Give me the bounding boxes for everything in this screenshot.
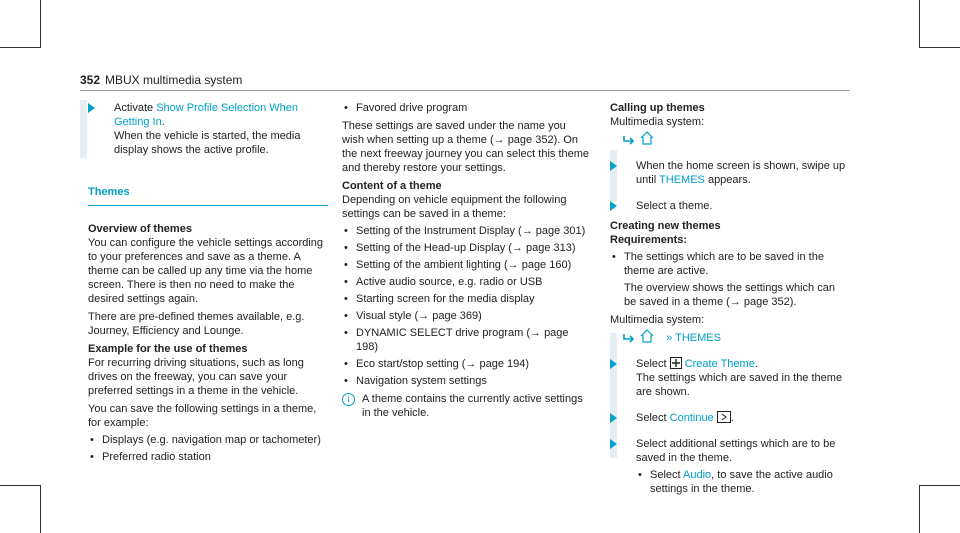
info-icon: i xyxy=(342,393,355,406)
themes-link[interactable]: THEMES xyxy=(659,174,705,186)
list-item: • The settings which are to be saved in the theme are active. xyxy=(610,250,850,278)
step-select-theme xyxy=(610,199,850,213)
step-arrow-icon xyxy=(610,201,617,211)
step-additional xyxy=(610,437,850,496)
column-3 xyxy=(610,101,850,499)
crop-mark xyxy=(40,0,41,48)
step-text: . xyxy=(161,116,165,128)
saved-paragraph: These settings are saved under the name you wish when setting up a theme (→ page 352). On the next freeway journey you can select this theme and thereby restore your settings. xyxy=(342,120,590,174)
content-paragraph: Depending on vehicle equipment the following settings can be saved in a theme: xyxy=(342,194,567,220)
list-item: • Navigation system settings xyxy=(342,374,590,388)
step-arrow-icon xyxy=(610,413,617,423)
themes-nav-link[interactable]: THEMES xyxy=(675,332,721,344)
step-continue xyxy=(610,411,850,425)
nav-arrow-icon xyxy=(622,135,636,145)
list-item: • Visual style (→ page 369) xyxy=(342,309,590,323)
note xyxy=(342,392,590,420)
crop-mark xyxy=(0,47,41,48)
step-text: Select xyxy=(636,412,670,424)
step-bar xyxy=(80,100,87,158)
crop-mark xyxy=(0,485,41,486)
example-heading: Example for the use of themes xyxy=(88,343,248,355)
step-text: Select xyxy=(636,358,670,370)
crop-mark xyxy=(40,485,41,533)
multimedia-label-2: Multimedia system: xyxy=(610,314,705,326)
overview-heading: Overview of themes xyxy=(88,223,192,235)
crop-mark xyxy=(919,485,920,533)
step-text: , to save the active audio settings in the theme. xyxy=(650,469,833,495)
column-1 xyxy=(88,101,328,467)
list-item: • Starting screen for the media display xyxy=(342,292,590,306)
requirements-heading: Requirements: xyxy=(610,234,688,246)
list-item: • Eco start/stop setting (→ page 194) xyxy=(342,357,590,371)
multimedia-label: Multimedia system: xyxy=(610,116,705,128)
step-arrow-icon xyxy=(610,161,617,171)
audio-link[interactable]: Audio xyxy=(683,469,712,481)
double-chevron-icon: » xyxy=(666,332,673,344)
chevron-right-icon xyxy=(717,411,731,423)
list-item: • Preferred radio station xyxy=(88,450,328,464)
list-item xyxy=(636,468,850,496)
crop-mark xyxy=(919,47,960,48)
calling-heading: Calling up themes xyxy=(610,102,705,114)
creating-heading: Creating new themes xyxy=(610,220,721,232)
step-activate xyxy=(88,101,328,157)
header-rule xyxy=(80,90,850,91)
section-title: Themes xyxy=(88,186,130,198)
nav-path xyxy=(610,131,850,147)
step-text: Select additional settings which are to be saved in the theme. xyxy=(636,438,836,464)
step-arrow-icon xyxy=(88,103,95,113)
step-text: When the home screen is shown, swipe up until xyxy=(636,160,846,186)
plus-icon xyxy=(670,357,682,369)
list-item: • Active audio source, e.g. radio or USB xyxy=(342,275,590,289)
step-create xyxy=(610,357,850,399)
step-arrow-icon xyxy=(610,439,617,449)
step-text: Select xyxy=(650,469,684,481)
show-profile-link[interactable]: Show Profile Selection When Getting In xyxy=(114,102,299,128)
content-heading: Content of a theme xyxy=(342,180,442,192)
step-text: appears. xyxy=(704,174,751,186)
step-swipe xyxy=(610,159,850,187)
list-item: • Favored drive program xyxy=(342,101,590,115)
page-title: MBUX multimedia system xyxy=(105,73,243,87)
note-text: A theme contains the currently active settings in the vehicle. xyxy=(362,393,583,419)
crop-mark xyxy=(919,485,960,486)
step-description: When the vehicle is started, the media display shows the active profile. xyxy=(114,130,301,156)
crop-mark xyxy=(919,0,920,48)
home-icon[interactable] xyxy=(639,329,655,343)
list-item: • Setting of the ambient lighting (→ page 160) xyxy=(342,258,590,272)
step-arrow-icon xyxy=(610,359,617,369)
list-item: • Setting of the Instrument Display (→ page 301) xyxy=(342,224,590,238)
page-number: 352 xyxy=(80,73,101,87)
list-item: • Setting of the Head-up Display (→ page 313) xyxy=(342,241,590,255)
step-text: Select a theme. xyxy=(636,200,713,212)
overview-paragraph: You can configure the vehicle settings according to your preferences and save as a theme. A theme can be called up any time via the home screen. There is then no need to make the desired settings again. xyxy=(88,237,324,305)
example-paragraph: For recurring driving situations, such as long drives on the freeway, you can save your preferred settings in a theme in the vehicle. xyxy=(88,357,304,397)
step-text: . xyxy=(754,358,758,370)
nav-path-2 xyxy=(610,329,850,345)
list-item: • Displays (e.g. navigation map or tachometer) xyxy=(88,433,328,447)
step-text: Activate xyxy=(114,102,157,114)
column-2 xyxy=(342,101,590,420)
home-icon[interactable] xyxy=(639,131,655,145)
step-text: . xyxy=(730,412,734,424)
continue-link[interactable]: Continue xyxy=(669,412,714,424)
requirement-text: The overview shows the settings which can be saved in a theme (→ page 352). xyxy=(624,282,835,308)
nav-arrow-icon xyxy=(622,333,636,343)
list-item: • DYNAMIC SELECT drive program (→ page 198) xyxy=(342,326,590,354)
overview-paragraph-2: There are pre-defined themes available, e.g. Journey, Efficiency and Lounge. xyxy=(88,311,305,337)
create-theme-link[interactable]: Create Theme xyxy=(684,358,755,370)
step-description: The settings which are saved in the theme are shown. xyxy=(636,372,843,398)
save-paragraph: You can save the following settings in a theme, for example: xyxy=(88,403,317,429)
